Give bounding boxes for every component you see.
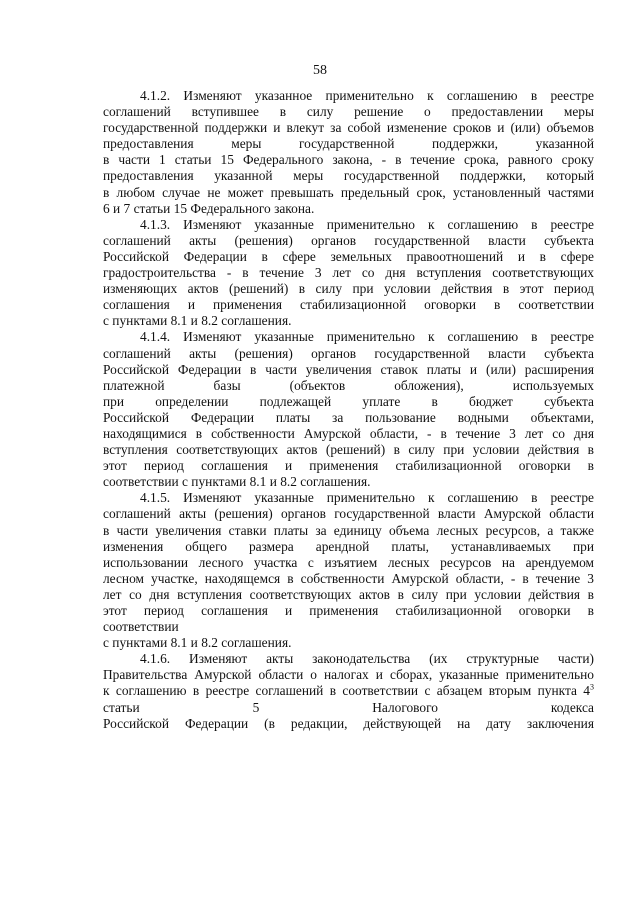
superscript: 3: [590, 683, 594, 692]
text-line: соглашения и применения стабилизационной оговорки в соответствии: [103, 297, 594, 313]
text-line: государственной поддержки и влекут за собой изменение сроков и (или) объемов: [103, 120, 594, 136]
text-line: с пунктами 8.1 и 8.2 соглашения.: [103, 635, 292, 651]
text-line: Российской Федерации платы за пользование водными объектами,: [103, 409, 594, 425]
text-line: 4.1.5. Изменяют указанные применительно к соглашению в реестре: [140, 490, 594, 506]
text-line: соответствии с пунктами 8.1 и 8.2 соглашения.: [103, 474, 371, 490]
text-line: находящимися в собственности Амурской области, - в течение 3 лет со дня: [103, 425, 594, 441]
text-line: 4.1.3. Изменяют указанные применительно к соглашению в реестре: [140, 216, 594, 232]
text-line: изменения общего размера арендной платы, устанавливаемых при: [103, 538, 594, 554]
text-line: Российской Федерации в сфере земельных правоотношений и в сфере: [103, 248, 594, 264]
text-line: лесном участке, находящемся в собственности Амурской области, - в течение 3: [103, 570, 594, 586]
clause-4-1-3: [103, 217, 594, 330]
text-line: Российской Федерации (в редакции, действующей на дату заключения: [103, 715, 594, 731]
text-line: изменяющих актов (решений) в силу при условии действия в этот период: [103, 281, 594, 297]
text-line: соглашений акты (решения) органов государственной власти субъекта: [103, 232, 594, 248]
text-line: соглашений акты (решения) органов государственной власти Амурской области: [103, 506, 594, 522]
text-line: при определении подлежащей уплате в бюджет субъекта: [103, 393, 594, 409]
text-line: 4.1.2. Изменяют указанное применительно к соглашению в реестре: [140, 88, 594, 103]
text-line: Российской Федерации в части увеличения ставок платы и (или) расширения: [103, 361, 594, 377]
text-line: вступления соответствующих актов (решений) в силу при условии действия в: [103, 442, 594, 458]
text-line: в части увеличения ставки платы за единицу объема лесных ресурсов, а также: [103, 522, 594, 538]
page-number: 58: [313, 63, 327, 78]
text-line: этот период соглашения и применения стабилизационной оговорки в: [103, 458, 594, 474]
text-line: 6 и 7 статьи 15 Федерального закона.: [103, 200, 315, 216]
text-line: Правительства Амурской области о налогах и сборах, указанные применительно: [103, 667, 594, 683]
text-line: использовании лесного участка с изъятием лесных ресурсов на арендуемом: [103, 554, 594, 570]
clause-4-1-2: [103, 88, 594, 217]
clause-4-1-6: [103, 651, 594, 731]
clause-4-1-4: [103, 329, 594, 490]
text-line: соответствии: [103, 619, 179, 635]
text-line-content: к соглашению в реестре соглашений в соответствии с абзацем вторым пункта 4: [103, 683, 590, 699]
text-line: этот период соглашения и применения стабилизационной оговорки в: [103, 603, 594, 618]
text-line: соглашений вступившее в силу решение о предоставлении меры: [103, 104, 594, 120]
text-line: предоставления указанной меры государственной поддержки, который: [103, 168, 594, 184]
text-line: лет со дня вступления соответствующих актов в силу при условии действия в: [103, 586, 594, 602]
text-line: [103, 683, 594, 699]
text-line: соглашений акты (решения) органов государственной власти субъекта: [103, 345, 594, 361]
text-line: градостроительства - в течение 3 лет со дня вступления соответствующих: [103, 265, 594, 281]
text-line: 4.1.6. Изменяют акты законодательства (их структурные части): [140, 651, 594, 667]
text-line: платежной базы (объектов обложения), используемых: [103, 377, 594, 393]
clause-4-1-5: [103, 490, 594, 651]
document-body: [103, 88, 594, 732]
text-line: статьи 5 Налогового кодекса: [103, 699, 594, 715]
text-line: с пунктами 8.1 и 8.2 соглашения.: [103, 313, 292, 329]
text-line: в части 1 статьи 15 Федерального закона, - в течение срока, равного сроку: [103, 152, 594, 168]
text-line: в любом случае не может превышать предельный срок, установленный частями: [103, 184, 594, 200]
text-line: предоставления меры государственной поддержки, указанной: [103, 136, 594, 152]
text-line: 4.1.4. Изменяют указанные применительно к соглашению в реестре: [140, 329, 594, 345]
